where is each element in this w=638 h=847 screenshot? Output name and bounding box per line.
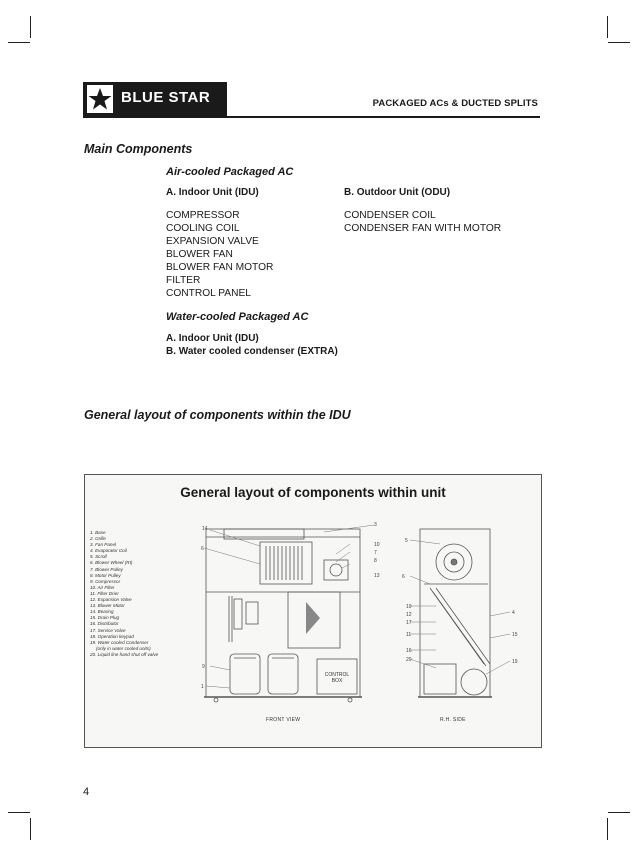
crop-mark: [608, 812, 630, 813]
crop-mark: [608, 42, 630, 43]
svg-text:1: 1: [201, 684, 204, 690]
list-item: COMPRESSOR: [166, 210, 240, 221]
main-heading: Main Components: [84, 142, 193, 156]
legend-item: 7. Blower Pulley: [90, 566, 123, 572]
crop-mark: [607, 16, 608, 38]
legend-item: 6. Blower Wheel (RI): [90, 560, 133, 566]
legend-item: 3. Fan Panel: [90, 542, 117, 548]
list-item: CONTROL PANEL: [166, 288, 251, 299]
svg-text:7: 7: [374, 550, 377, 556]
svg-text:13: 13: [374, 573, 380, 579]
svg-text:17: 17: [406, 620, 412, 626]
svg-text:8: 8: [374, 558, 377, 564]
svg-text:15: 15: [512, 632, 518, 638]
idu-layout-figure: [84, 474, 542, 748]
control-box-label-line: CONTROL: [324, 672, 350, 678]
front-view-label: FRONT VIEW: [266, 717, 301, 723]
brand-logo: [83, 82, 227, 116]
legend-item: (only in water cooled units): [96, 645, 151, 651]
control-box-label-line: BOX: [331, 678, 343, 684]
svg-text:10: 10: [374, 542, 380, 548]
outdoor-unit-title: B. Outdoor Unit (ODU): [344, 187, 451, 198]
air-cooled-heading: Air-cooled Packaged AC: [166, 166, 294, 178]
list-item: BLOWER FAN: [166, 249, 233, 260]
crop-mark: [30, 16, 31, 38]
svg-text:11: 11: [406, 632, 412, 638]
legend-item: 18. Operation keypad: [90, 633, 134, 639]
list-item: COOLING COIL: [166, 223, 240, 234]
legend-item: 16. Distributor: [90, 621, 119, 627]
page-header: [83, 82, 540, 118]
svg-text:20: 20: [406, 657, 412, 663]
legend-item: 10. Air Filter: [90, 584, 115, 590]
legend-item: 13. Blower Motor: [90, 603, 125, 609]
legend-item: 1. Base: [90, 530, 106, 535]
outdoor-components-list: [344, 209, 501, 235]
side-view-label: R.H. SIDE: [440, 717, 466, 723]
header-divider: [83, 116, 540, 118]
svg-text:14: 14: [202, 526, 208, 532]
crop-mark: [30, 818, 31, 840]
svg-text:3: 3: [374, 522, 377, 528]
legend-item: 8. Motor Pulley: [90, 572, 121, 578]
water-cooled-item-b: B. Water cooled condenser (EXTRA): [166, 346, 338, 357]
legend-item: 12. Expansion Valve: [90, 597, 132, 603]
legend-item: 5. Scroll: [90, 554, 107, 560]
list-item: EXPANSION VALVE: [166, 236, 259, 247]
svg-text:6: 6: [402, 574, 405, 580]
legend-item: 9. Compressor: [90, 578, 121, 584]
list-item: BLOWER FAN MOTOR: [166, 262, 274, 273]
star-icon: [87, 85, 113, 113]
legend-item: 19. Water cooled Condenser: [90, 639, 149, 645]
legend-item: 14. Bearing: [90, 609, 114, 615]
brand-name: BLUE STAR: [121, 89, 211, 106]
legend-item: 17. Service Valve: [90, 627, 126, 633]
water-cooled-item-a: A. Indoor Unit (IDU): [166, 333, 259, 344]
legend-item: 2. Grille: [90, 536, 106, 542]
page-number: 4: [83, 786, 90, 798]
svg-text:12: 12: [406, 612, 412, 618]
list-item: FILTER: [166, 275, 201, 286]
crop-mark: [8, 42, 30, 43]
figure-legend: [90, 530, 158, 658]
indoor-unit-title: A. Indoor Unit (IDU): [166, 187, 259, 198]
legend-item: 15. Drain Plug: [90, 615, 120, 621]
svg-text:19: 19: [512, 659, 518, 665]
svg-text:16: 16: [406, 648, 412, 654]
layout-heading: General layout of components within the IDU: [84, 408, 351, 422]
legend-item: 4. Evaporator Coil: [90, 548, 127, 554]
crop-mark: [8, 812, 30, 813]
svg-text:5: 5: [405, 538, 408, 544]
list-item: CONDENSER COIL: [344, 210, 436, 221]
header-title: PACKAGED ACs & DUCTED SPLITS: [372, 98, 538, 109]
svg-text:9: 9: [202, 664, 205, 670]
figure-title: General layout of components within unit: [180, 485, 446, 500]
indoor-components-list: [166, 209, 273, 300]
legend-item: 11. Filter Drier: [90, 590, 119, 596]
list-item: CONDENSER FAN WITH MOTOR: [344, 223, 502, 234]
svg-text:4: 4: [512, 610, 515, 616]
svg-text:10: 10: [406, 604, 412, 610]
control-box-label: [317, 672, 357, 684]
crop-mark: [607, 818, 608, 840]
water-cooled-heading: Water-cooled Packaged AC: [166, 311, 309, 323]
svg-text:6: 6: [201, 546, 204, 552]
legend-item: 20. Liquid line hand shut off valve: [90, 651, 159, 657]
